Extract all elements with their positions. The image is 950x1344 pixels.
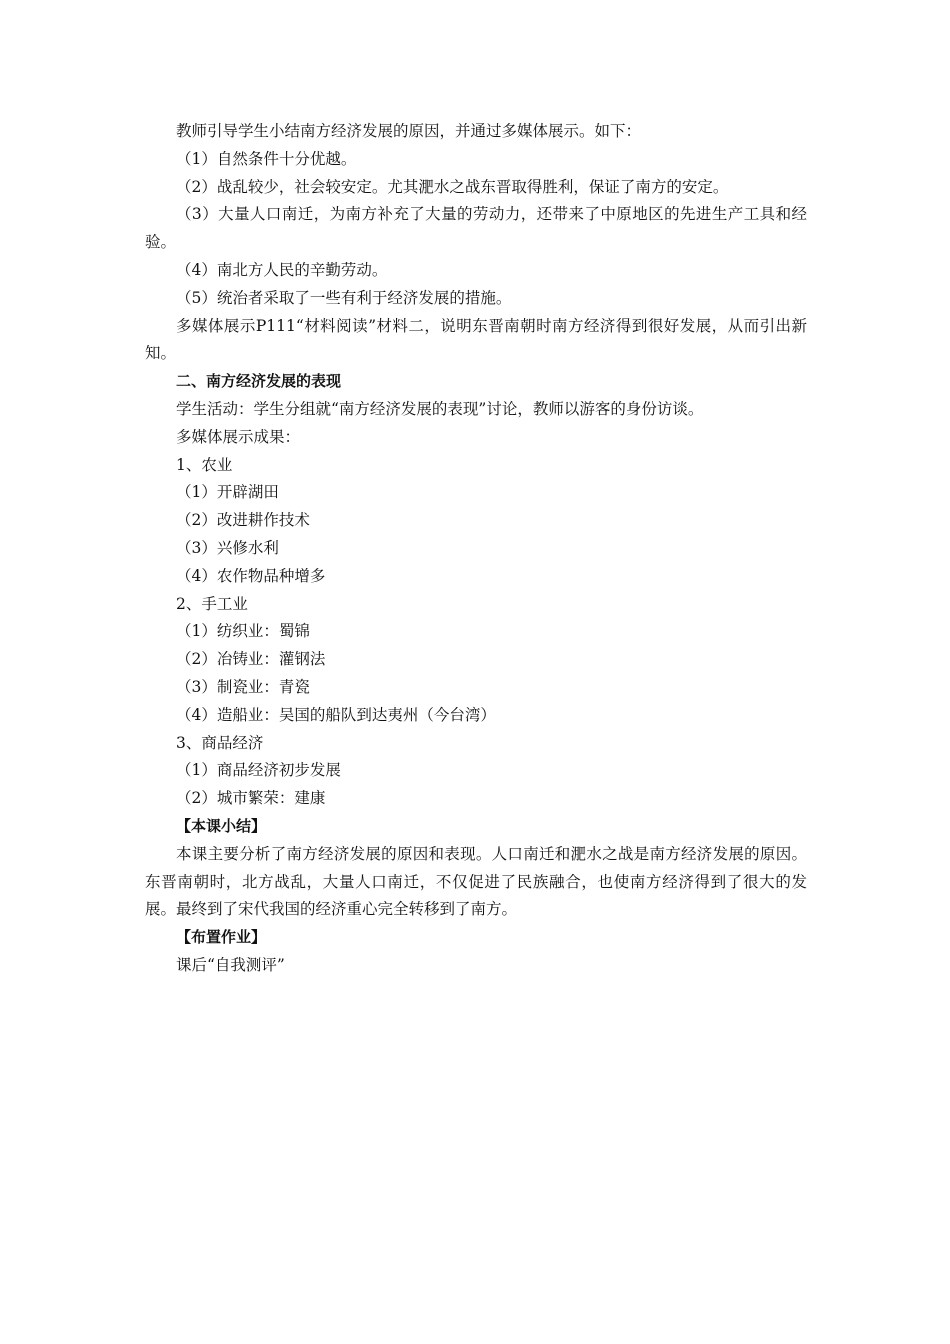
summary-paragraph: 本课主要分析了南方经济发展的原因和表现。人口南迁和淝水之战是南方经济发展的原因。东晋南朝时，北方战乱，大量人口南迁，不仅促进了民族融合，也使南方经济得到了很大的发展。最终到了宋代我国的经济重心完全转移到了南方。 [145, 844, 807, 919]
reason-item: （4）南北方人民的辛勤劳动。 [176, 260, 388, 279]
reason-item: （3）大量人口南迁，为南方补充了大量的劳动力，还带来了中原地区的先进生产工具和经验。 [145, 205, 807, 252]
list-item: （1）开辟湖田 [176, 483, 279, 502]
list-item: （1）纺织业：蜀锦 [176, 622, 310, 641]
list-item: （2）改进耕作技术 [176, 511, 310, 530]
reason-item: （2）战乱较少，社会较安定。尤其淝水之战东晋取得胜利，保证了南方的安定。 [176, 177, 729, 196]
reason-item: （1）自然条件十分优越。 [176, 149, 357, 168]
section-heading: 二、南方经济发展的表现 [176, 372, 342, 391]
handicraft-heading: 2、手工业 [176, 594, 248, 613]
media-results-label: 多媒体展示成果： [176, 427, 301, 446]
media-note-paragraph: 多媒体展示P111“材料阅读”材料二，说明东晋南朝时南方经济得到很好发展，从而引出新知。 [145, 316, 807, 363]
document-body [145, 118, 807, 980]
reason-item: （5）统治者采取了一些有利于经济发展的措施。 [176, 288, 512, 307]
summary-heading: 【本课小结】 [176, 816, 267, 835]
intro-paragraph: 教师引导学生小结南方经济发展的原因，并通过多媒体展示。如下： [176, 122, 642, 140]
student-activity-paragraph: 学生活动：学生分组就“南方经济发展的表现”讨论，教师以游客的身份访谈。 [176, 399, 704, 418]
list-item: （2）城市繁荣：建康 [176, 789, 326, 808]
list-item: （3）制瓷业：青瓷 [176, 677, 310, 696]
homework-heading: 【布置作业】 [176, 928, 267, 947]
list-item: （2）冶铸业：灌钢法 [176, 650, 326, 669]
list-item: （4）造船业：吴国的船队到达夷州（今台湾） [176, 705, 496, 724]
agriculture-heading: 1、农业 [176, 455, 233, 474]
list-item: （1）商品经济初步发展 [176, 761, 341, 780]
list-item: （3）兴修水利 [176, 538, 279, 557]
list-item: （4）农作物品种增多 [176, 566, 326, 585]
homework-paragraph: 课后“自我测评” [176, 955, 285, 974]
commerce-heading: 3、商品经济 [176, 733, 264, 752]
